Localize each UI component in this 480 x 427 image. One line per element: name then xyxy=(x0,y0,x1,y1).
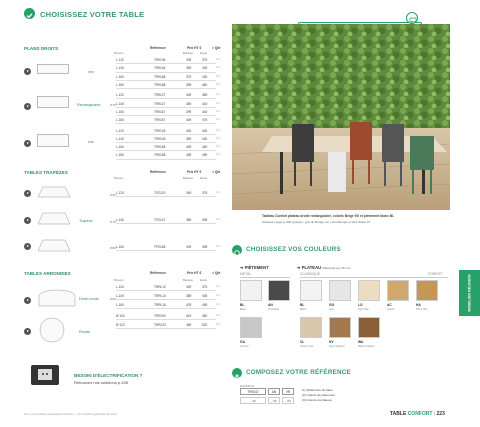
color-swatch[interactable] xyxy=(240,317,262,338)
table-cell: 400 xyxy=(202,128,208,133)
exemple-label: EXEMPLE xyxy=(240,384,255,388)
swatch-code: HA xyxy=(416,303,421,307)
swatch-code: LO xyxy=(358,303,363,307)
table-cell: L.140 xyxy=(116,66,124,71)
col-qte-header: > Qté xyxy=(212,46,221,50)
swatch-name: Walnut Tabaco xyxy=(358,344,375,348)
table-cell: 349 xyxy=(186,285,192,290)
swatch-name: Anthracite xyxy=(268,307,280,311)
group-depth: P.60 xyxy=(110,193,116,197)
ref-sample-3: - 03 xyxy=(282,397,294,404)
forest-label: FOREST xyxy=(428,272,443,276)
ref-box-2: AN xyxy=(268,388,280,395)
table-cell: 379 xyxy=(202,58,208,63)
table-cell: L.120 xyxy=(116,93,124,98)
table-cell: L.120 xyxy=(116,191,124,196)
table-cell: 375 xyxy=(202,285,208,290)
table-cell: 1.b xyxy=(216,136,220,140)
plans-droits-title: PLANS DROITS xyxy=(24,46,59,51)
col-reference-header: Référence xyxy=(150,170,166,174)
table-row xyxy=(116,312,220,320)
table-cell: 399 xyxy=(186,109,192,114)
table-cell: TPZ168 xyxy=(154,245,166,250)
table-cell: 419 xyxy=(186,314,192,319)
table-thumbnail xyxy=(37,134,69,147)
table-cell: 345 xyxy=(186,128,192,133)
table-cell: TR9136 xyxy=(154,58,166,63)
play-icon[interactable] xyxy=(24,297,31,304)
table-cell: 1.b xyxy=(216,285,220,289)
section-title: CHOISISSEZ VOTRE TABLE xyxy=(40,10,145,19)
table-cell: 1.b xyxy=(216,128,220,132)
table-cell: TRRL12 xyxy=(154,285,166,290)
color-swatch[interactable] xyxy=(329,317,351,338)
product-photo xyxy=(232,24,450,210)
table-cell: 429 xyxy=(186,245,192,250)
table-cell: 405 xyxy=(202,294,208,299)
color-swatch[interactable] xyxy=(300,317,322,338)
group-depth: P.60 xyxy=(110,297,116,301)
footer-label: TABLE xyxy=(390,411,407,417)
table-cell: 1.b xyxy=(216,74,220,78)
table-row xyxy=(116,91,220,99)
table-cell: TRR100 xyxy=(154,314,166,319)
table-cell: TRRL14 xyxy=(154,294,166,299)
table-cell: TR9188 xyxy=(154,83,166,88)
table-cell: 405 xyxy=(202,218,208,223)
color-swatch[interactable] xyxy=(358,280,380,301)
table-cell: 415 xyxy=(202,101,208,106)
swatch-name: Hêtre Noir xyxy=(416,307,428,311)
elec-title: BESOIN D'ÉLECTRIFICATION ? xyxy=(74,373,143,378)
elec-text[interactable]: Retrouvez nos solutions p.198 xyxy=(74,380,128,385)
check-icon xyxy=(24,8,35,19)
trapeze-thumbnail xyxy=(37,238,71,253)
color-swatch[interactable] xyxy=(300,280,322,301)
table-cell: 1.b xyxy=(216,314,220,318)
table-cell: 490 xyxy=(202,153,208,158)
table-cell: TPZ120 xyxy=(154,191,166,196)
table-row xyxy=(116,108,220,116)
table-cell: 369 xyxy=(186,101,192,106)
table-cell: L.140 xyxy=(116,218,124,223)
trapezes-title: TABLES TRAPÈZES xyxy=(24,170,68,175)
col-ecole-header: Ecole xyxy=(200,176,207,180)
table-cell: 430 xyxy=(202,136,208,141)
group-depth: P.80 xyxy=(110,246,116,250)
color-swatch[interactable] xyxy=(329,280,351,301)
ref-box-1: TR9147 xyxy=(240,388,266,395)
table-cell: 399 xyxy=(186,83,192,88)
footer-brand: CONFORT xyxy=(407,411,433,417)
col-prix-header: Prix HT € xyxy=(187,271,202,275)
table-cell: 375 xyxy=(202,191,208,196)
table-cell: TR9147 xyxy=(154,101,166,106)
table-row xyxy=(116,143,220,151)
table-cell: 1.b xyxy=(216,66,220,70)
col-prix-header: Prix HT € xyxy=(187,170,202,174)
table-cell: 1.b xyxy=(216,303,220,307)
table-cell: L.120 xyxy=(116,58,124,63)
table-cell: TR9168 xyxy=(154,74,166,79)
table-row xyxy=(116,64,220,72)
legend-2: (2) Coloris de piètement xyxy=(302,393,336,397)
table-cell: TR9128 xyxy=(154,128,166,133)
table-cell: 460 xyxy=(202,314,208,319)
swatch-code: NY xyxy=(329,340,334,344)
table-cell: 469 xyxy=(186,323,192,328)
table-cell: 349 xyxy=(186,93,192,98)
color-swatch[interactable] xyxy=(387,280,409,301)
classique-label: CLASSIQUE xyxy=(300,272,321,276)
table-cell: 475 xyxy=(202,118,208,123)
swatch-name: Light Oak xyxy=(358,307,369,311)
arrondies-title: TABLES ARRONDIES xyxy=(24,271,71,276)
col-basique-header: Basique xyxy=(183,51,194,55)
page-footer xyxy=(390,411,445,417)
table-cell: 460 xyxy=(202,145,208,150)
table-row xyxy=(116,100,220,108)
table-cell: 429 xyxy=(186,303,192,308)
table-cell: 460 xyxy=(202,83,208,88)
table-cell: L.140 xyxy=(116,136,124,141)
table-row xyxy=(116,301,220,309)
table-cell: L.180 xyxy=(116,118,124,123)
plateau-divider xyxy=(300,277,448,278)
table-cell: L.160 xyxy=(116,109,124,114)
col-basique-header: Basique xyxy=(183,176,194,180)
swatch-code: AC xyxy=(387,303,392,307)
table-cell: 389 xyxy=(202,93,208,98)
swatch-name: Acacia xyxy=(387,307,395,311)
table-cell: L.120 xyxy=(116,128,124,133)
chat-icon xyxy=(406,12,418,24)
table-cell: 389 xyxy=(186,294,192,299)
table-cell: 1.b xyxy=(216,145,220,149)
color-swatch[interactable] xyxy=(358,317,380,338)
pietement-label: ➔ PIÈTEMENT xyxy=(240,265,269,270)
col-prix-header: Prix HT € xyxy=(187,46,202,50)
side-tab[interactable] xyxy=(459,270,480,316)
table-cell: L.160 xyxy=(116,303,124,308)
col-qte-header: > Qté xyxy=(212,271,221,275)
group-label: Trapèze xyxy=(79,219,93,223)
table-cell: L.180 xyxy=(116,83,124,88)
ref-box-3: VR xyxy=(282,388,294,395)
table-cell: 1.b xyxy=(216,109,220,113)
table-cell: TR9187 xyxy=(154,118,166,123)
col-ecole-header: Ecole xyxy=(200,278,207,282)
group-label: Demi-ronde xyxy=(79,297,99,301)
footer-sep: | xyxy=(433,411,436,417)
table-row xyxy=(116,151,220,159)
swatch-code: BL xyxy=(300,303,305,307)
side-tab-label: MOBILIER RÉUNION xyxy=(467,274,472,312)
table-cell: Ø 120 xyxy=(116,323,125,328)
col-reference-header: Référence xyxy=(150,271,166,275)
swatch-code: CL xyxy=(300,340,305,344)
col-ecole-header: Ecole xyxy=(200,51,207,55)
swatch-code: BL xyxy=(240,303,245,307)
table-cell: 1.b xyxy=(216,323,220,327)
group-depth: P.80 xyxy=(88,140,94,144)
table-cell: L.160 xyxy=(116,245,124,250)
group-label: Ronde xyxy=(79,330,91,334)
photo-caption-1: Tableau Confort plateau droite rectangulaire, coloris Beige 9G et piètement blanc BL xyxy=(262,214,395,218)
table-cell: 430 xyxy=(202,74,208,79)
legend-1: (1) Référence de base xyxy=(302,388,333,392)
group-depth: P.70 xyxy=(110,220,116,224)
table-cell: 379 xyxy=(186,74,192,79)
table-cell: 2.b xyxy=(216,245,220,249)
col-dim-header: Dimens xyxy=(114,176,124,180)
table-row xyxy=(116,116,220,124)
trapeze-thumbnail xyxy=(37,185,71,199)
table-cell: TRRL16 xyxy=(154,303,166,308)
swatch-name: Gris Alu xyxy=(240,344,249,348)
group-depth: P.80 xyxy=(88,70,94,74)
palette-icon xyxy=(232,245,242,255)
col-dim-header: Dimens xyxy=(114,51,124,55)
table-cell: L.120 xyxy=(116,285,124,290)
table-cell: L.180 xyxy=(116,153,124,158)
table-cell: 495 xyxy=(202,245,208,250)
compose-icon xyxy=(232,368,242,378)
colors-title: CHOISISSEZ VOS COULEURS xyxy=(246,246,341,253)
table-row xyxy=(116,321,220,329)
table-cell: 1.b xyxy=(216,218,220,222)
table-cell: TRR120 xyxy=(154,323,166,328)
demi-ronde-thumbnail xyxy=(37,288,77,308)
table-row xyxy=(116,283,220,291)
table-cell: 369 xyxy=(186,136,192,141)
table-row xyxy=(116,73,220,81)
swatch-name: Blanc xyxy=(300,307,307,311)
table-cell: L.140 xyxy=(116,294,124,299)
color-swatch[interactable] xyxy=(268,280,290,301)
play-icon[interactable] xyxy=(24,243,31,250)
table-cell: 349 xyxy=(186,191,192,196)
col-dim-header: Dimens xyxy=(114,278,124,282)
col-qte-header: > Qté xyxy=(212,170,221,174)
swatch-code: GA xyxy=(240,340,245,344)
table-cell: 409 xyxy=(186,145,192,150)
table-cell: 1.b xyxy=(216,191,220,195)
table-cell: 389 xyxy=(186,218,192,223)
table-row xyxy=(116,135,220,143)
table-cell: 1.b xyxy=(216,118,220,122)
table-cell: L.160 xyxy=(116,74,124,79)
table-cell: 465 xyxy=(202,303,208,308)
table-cell: 359 xyxy=(186,66,192,71)
pietement-text: PIÈTEMENT xyxy=(244,265,269,270)
plateau-label: ➔ PLATEAU Mélaminé ép. 25 mm xyxy=(297,265,351,270)
ref-sample-2: - 03 xyxy=(268,397,280,404)
play-icon[interactable] xyxy=(24,217,31,224)
play-icon[interactable] xyxy=(24,103,31,110)
table-cell: 1.b xyxy=(216,83,220,87)
play-icon[interactable] xyxy=(24,190,31,197)
legend-3: (3) Coloris du plateau xyxy=(302,398,332,402)
swatch-code: AN xyxy=(268,303,273,307)
table-row xyxy=(116,243,220,251)
table-row xyxy=(116,126,220,134)
table-cell: L.140 xyxy=(116,101,124,106)
table-cell: 1.b xyxy=(216,101,220,105)
table-cell: 495 xyxy=(186,153,192,158)
table-cell: TR9167 xyxy=(154,109,166,114)
swatch-code: WA xyxy=(358,340,364,344)
table-cell: 440 xyxy=(202,109,208,114)
table-cell: TR9168 xyxy=(154,145,166,150)
table-cell: TR9148 xyxy=(154,136,166,141)
swatch-code: GG xyxy=(329,303,335,307)
play-icon[interactable] xyxy=(24,140,31,147)
socket-icon xyxy=(30,364,60,386)
table-cell: TR9188 xyxy=(154,153,166,158)
ronde-thumbnail xyxy=(38,316,66,344)
table-row xyxy=(116,56,220,64)
table-cell: TR9146 xyxy=(154,66,166,71)
photo-caption-2: Chaises Leggo p.300 (polypro, gris de Bouge etc.) Gris Bouge et Vert Sable 07 xyxy=(262,220,371,224)
play-icon[interactable] xyxy=(24,328,31,335)
col-basique-header: Basique xyxy=(183,278,194,282)
metal-label: METAL xyxy=(240,272,252,276)
color-swatch[interactable] xyxy=(240,280,262,301)
table-row xyxy=(116,81,220,89)
swatch-name: Chêne Clair xyxy=(300,344,314,348)
table-thumbnail xyxy=(37,96,69,108)
table-row xyxy=(116,216,220,224)
table-thumbnail xyxy=(37,64,69,74)
swatch-name: Noyer Naturel xyxy=(329,344,345,348)
table-row xyxy=(116,292,220,300)
metal-divider xyxy=(240,277,290,278)
plateau-text: PLATEAU xyxy=(301,265,322,270)
col-reference-header: Référence xyxy=(150,46,166,50)
plateau-note: Mélaminé ép. 25 mm xyxy=(322,266,351,270)
group-depth: P.70 xyxy=(110,103,116,107)
table-cell: 1.b xyxy=(216,153,220,157)
table-cell: Ø 100 xyxy=(116,314,125,319)
table-cell: 1.b xyxy=(216,93,220,97)
group-label: Rectangulaire xyxy=(77,103,101,107)
table-row xyxy=(116,189,220,197)
table-cell: TR9127 xyxy=(154,93,166,98)
footer-note: Prix et compositions susceptibles d'évoluer — voir conditions générales de vente xyxy=(24,413,117,416)
table-cell: 339 xyxy=(186,58,192,63)
table-cell: TPZ147 xyxy=(154,218,166,223)
table-cell: 400 xyxy=(202,66,208,71)
table-cell: 1.b xyxy=(216,294,220,298)
swatch-name: Gris xyxy=(329,307,334,311)
play-icon[interactable] xyxy=(24,68,31,75)
page-number: 223 xyxy=(436,411,445,417)
trapeze-thumbnail xyxy=(37,211,71,226)
table-cell: 520 xyxy=(202,323,208,328)
compose-title: COMPOSEZ VOTRE RÉFÉRENCE xyxy=(246,369,351,376)
ref-sample-1: - 40 xyxy=(240,397,266,404)
swatch-name: Blanc xyxy=(240,307,247,311)
color-swatch[interactable] xyxy=(416,280,438,301)
table-cell: 1.b xyxy=(216,58,220,62)
table-cell: 409 xyxy=(186,118,192,123)
table-cell: L.160 xyxy=(116,145,124,150)
